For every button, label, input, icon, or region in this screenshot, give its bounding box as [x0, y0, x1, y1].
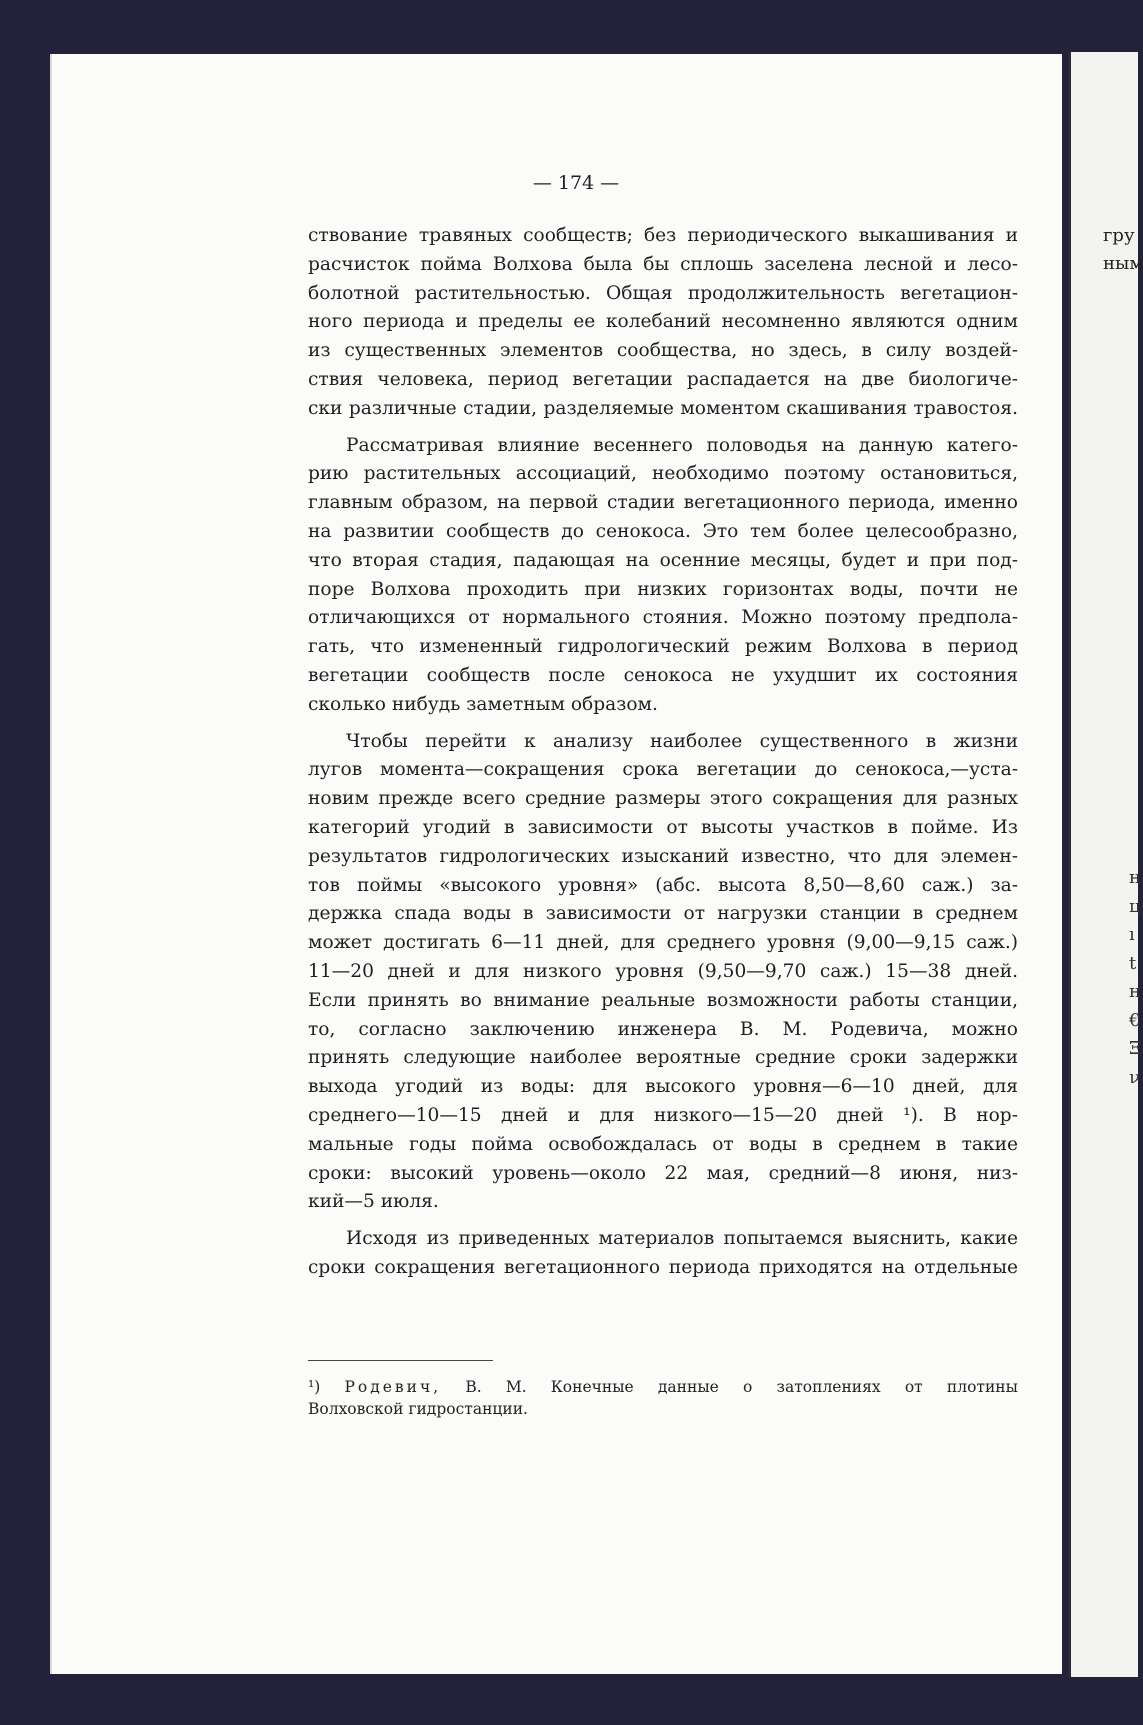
- text-line: Чтобы перейти к анализу наиболее существенного в жизни: [346, 730, 1018, 752]
- text-line: поре Волхова проходить при низких горизонтах воды, почти не: [308, 578, 1018, 600]
- text-line: лугов момента—сокращения срока вегетации до сенокоса,—уста-: [308, 759, 1018, 781]
- text-line: ски различные стадии, разделяемые моментом скашивания травостоя.: [308, 397, 1018, 419]
- footnote-title: Конечные данные о затоплениях от плотины: [550, 1378, 1018, 1396]
- adjacent-page-text-mid: [1129, 864, 1142, 1092]
- footnote-divider: [308, 1360, 493, 1361]
- text-line: главным образом, на первой стадии вегетационного периода, именно: [308, 492, 1018, 514]
- adjacent-page-text-top: [1103, 222, 1143, 278]
- body-text: [308, 222, 1018, 1291]
- text-line: мальные годы пойма освобождалась от воды в среднем в такие: [308, 1133, 1018, 1155]
- text-line: 11—20 дней и для низкого уровня (9,50—9,70 саж.) 15—38 дней.: [308, 960, 1018, 982]
- text-line: держка спада воды в зависимости от нагрузки станции в среднем: [308, 903, 1018, 925]
- text-line: среднего—10—15 дней и для низкого—15—20 дней ¹). В нор-: [308, 1104, 1018, 1126]
- adjacent-char: ц: [1129, 895, 1141, 917]
- paragraph-4: [308, 1225, 1018, 1283]
- text-line: ствия человека, период вегетации распадается на две биологиче-: [308, 368, 1018, 390]
- text-line: принять следующие наиболее вероятные средние сроки задержки: [308, 1047, 1018, 1069]
- text-line: Рассматривая влияние весеннего половодья на данную катего-: [346, 434, 1018, 456]
- text-line: гать, что измененный гидрологический режим Волхова в период: [308, 636, 1018, 658]
- text-line: что вторая стадия, падающая на осенние месяцы, будет и при под-: [308, 549, 1018, 571]
- page-number: — 174 —: [532, 172, 620, 194]
- text-line: на развитии сообществ до сенокоса. Это тем более целесообразно,: [308, 520, 1018, 542]
- text-line: результатов гидрологических изысканий известно, что для элемен-: [308, 845, 1018, 867]
- adjacent-page-edge: [1068, 52, 1143, 1677]
- text-line: Исходя из приведенных материалов попытаемся выяснить, какие: [346, 1228, 1018, 1250]
- text-line: категорий угодий в зависимости от высоты участков в пойме. Из: [308, 816, 1018, 838]
- paragraph-1: [308, 222, 1018, 424]
- text-line: из существенных элементов сообщества, но здесь, в силу воздей-: [308, 340, 1018, 362]
- adjacent-char: н: [1129, 867, 1141, 888]
- adjacent-char: t: [1129, 952, 1137, 974]
- text-line: может достигать 6—11 дней, для среднего уровня (9,00—9,15 саж.): [308, 932, 1018, 954]
- footnote-initials: В. М.: [465, 1378, 527, 1396]
- text-line: ного периода и пределы ее колебаний несомненно являются одним: [308, 311, 1018, 333]
- text-line: новим прежде всего средние размеры этого сокращения для разных: [308, 788, 1018, 810]
- book-page: [50, 54, 1062, 1674]
- text-line: рию растительных ассоциаций, необходимо поэтому остановиться,: [308, 463, 1018, 485]
- adjacent-char: Ξ: [1129, 1038, 1142, 1059]
- footnote-author: Родевич,: [344, 1378, 442, 1396]
- adjacent-char: €: [1129, 1009, 1141, 1031]
- text-line: вегетации сообществ после сенокоса не ухудшит их состояния: [308, 664, 1018, 686]
- text-line: сколько нибудь заметным образом.: [308, 693, 658, 715]
- adjacent-char: н: [1129, 981, 1141, 1002]
- paragraph-2: [308, 432, 1018, 720]
- text-line: выхода угодий из воды: для высокого уровня—6—10 дней, для: [308, 1076, 1018, 1098]
- text-line: болотной растительностью. Общая продолжительность вегетацион-: [308, 282, 1018, 304]
- footnote-line: Волховской гидростанции.: [308, 1400, 528, 1418]
- adjacent-char: ν: [1129, 1066, 1140, 1088]
- text-line: сроки сокращения вегетационного периода приходятся на отдельные: [308, 1256, 1018, 1278]
- text-line: сроки: высокий уровень—около 22 мая, средний—8 июня, низ-: [308, 1162, 1018, 1184]
- adjacent-line: ным: [1103, 253, 1143, 274]
- footnote: [308, 1376, 1018, 1420]
- text-line: отличающихся от нормального стояния. Можно поэтому предпола-: [308, 607, 1018, 629]
- paragraph-3: [308, 728, 1018, 1218]
- text-line: Если принять во внимание реальные возможности работы станции,: [308, 989, 1018, 1011]
- text-line: то, согласно заключению инженера В. М. Родевича, можно: [308, 1018, 1018, 1040]
- adjacent-char: ı: [1129, 924, 1135, 945]
- footnote-line: [308, 1376, 1018, 1398]
- text-line: расчисток пойма Волхова была бы сплошь заселена лесной и лесо-: [308, 253, 1018, 275]
- text-line: тов поймы «высокого уровня» (абс. высота 8,50—8,60 саж.) за-: [308, 874, 1018, 896]
- text-line: ствование травяных сообществ; без периодического выкашивания и: [308, 225, 1018, 246]
- footnote-mark: ¹): [308, 1378, 321, 1396]
- text-line: кий—5 июля.: [308, 1191, 439, 1213]
- adjacent-line: гру: [1103, 225, 1135, 246]
